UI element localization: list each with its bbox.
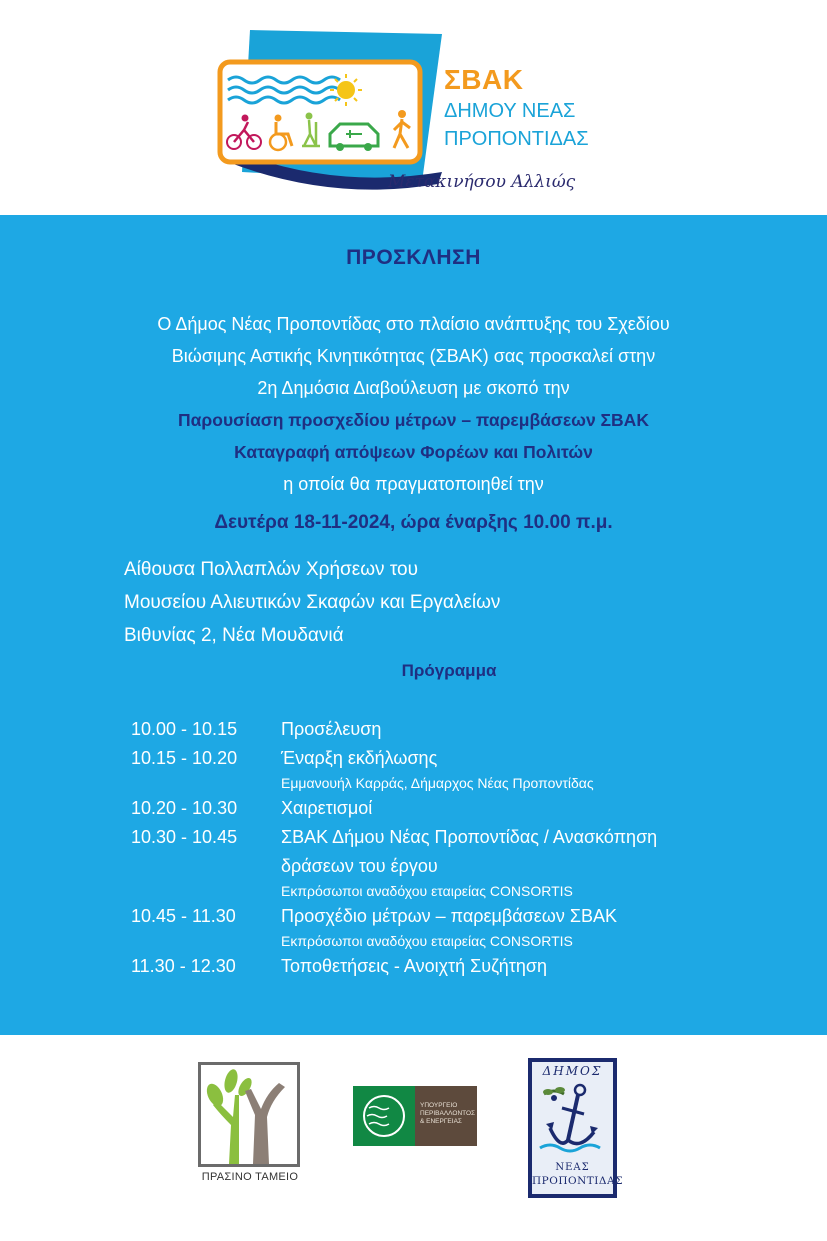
footer-logos (0, 1035, 827, 1241)
intro-line-1: Ο Δήμος Νέας Προποντίδας στο πλαίσιο ανάπτυξης του Σχεδίου (157, 314, 670, 334)
schedule-time: 10.30 - 10.45 (131, 827, 238, 847)
schedule-speaker: Εκπρόσωποι αναδόχου εταιρείας CONSORTIS (281, 883, 573, 899)
schedule-activity: ΣΒΑΚ Δήμου Νέας Προποντίδας / Ανασκόπηση (281, 827, 658, 847)
brand-title: ΣΒΑΚ (444, 64, 524, 95)
schedule-activity-continued: δράσεων του έργου (281, 856, 438, 876)
intro-line-6: η οποία θα πραγματοποιηθεί την (283, 474, 544, 494)
schedule-row (131, 744, 801, 794)
venue-line-2: Μουσείου Αλιευτικών Σκαφών και Εργαλείων (124, 592, 501, 613)
schedule-row (131, 823, 801, 902)
anchor-icon (532, 1080, 613, 1160)
schedule-activity: Χαιρετισμοί (281, 798, 373, 818)
schedule-activity: Προσχέδιο μέτρων – παρεμβάσεων ΣΒΑΚ (281, 906, 617, 926)
invitation-intro (0, 308, 827, 500)
schedule-time: 10.15 - 10.20 (131, 748, 238, 768)
schedule-activity: Προσέλευση (281, 719, 382, 739)
intro-line-5: Καταγραφή απόψεων Φορέων και Πολιτών (234, 442, 593, 462)
ministry-label: ΥΠΟΥΡΓΕΙΟ ΠΕΡΙΒΑΛΛΟΝΤΟΣ & ΕΝΕΡΓΕΙΑΣ (420, 1102, 476, 1125)
invitation-title: ΠΡΟΣΚΛΗΣΗ (346, 246, 481, 269)
intro-line-2: Βιώσιμης Αστικής Κινητικότητας (ΣΒΑΚ) σας προσκαλεί στην (171, 346, 656, 366)
brand-subtitle-line2: ΠΡΟΠΟΝΤΙΔΑΣ (444, 128, 589, 150)
program-title: Πρόγραμμα (401, 661, 497, 680)
green-fund-label: ΠΡΑΣΙΝΟ ΤΑΜΕΙΟ (201, 1171, 299, 1183)
header (0, 0, 827, 215)
event-venue (124, 553, 500, 652)
schedule-activity: Τοποθετήσεις - Ανοιχτή Συζήτηση (281, 956, 548, 976)
venue-line-3: Βιθυνίας 2, Νέα Μουδανιά (124, 625, 344, 646)
invitation-panel (0, 215, 827, 1035)
venue-line-1: Αίθουσα Πολλαπλών Χρήσεων του (124, 559, 419, 580)
program-schedule (131, 715, 801, 981)
municipality-label-top: ΔΗΜΟΣ (542, 1064, 603, 1078)
schedule-speaker: Εμμανουήλ Καρράς, Δήμαρχος Νέας Προποντίδας (281, 775, 594, 791)
event-date-time: Δευτέρα 18-11-2024, ώρα έναρξης 10.00 π.μ. (214, 512, 613, 533)
schedule-speaker: Εκπρόσωποι αναδόχου εταιρείας CONSORTIS (281, 933, 573, 949)
intro-line-3: 2η Δημόσια Διαβούλευση με σκοπό την (257, 378, 570, 398)
schedule-row (131, 715, 801, 744)
municipality-label-bottom1: ΝΕΑΣ (555, 1162, 590, 1173)
schedule-time: 10.00 - 10.15 (131, 719, 238, 739)
municipality-logo (528, 1058, 624, 1198)
schedule-row (131, 794, 801, 823)
schedule-row (131, 952, 801, 981)
slogan: Μετακινήσου Αλλιώς (388, 172, 576, 192)
municipality-label-bottom2: ΠΡΟΠΟΝΤΙΔΑΣ (532, 1175, 624, 1187)
schedule-row (131, 902, 801, 952)
schedule-activity: Έναρξη εκδήλωσης (281, 748, 438, 768)
ministry-logo (353, 1086, 477, 1146)
intro-line-4: Παρουσίαση προσχεδίου μέτρων – παρεμβάσεων ΣΒΑΚ (178, 410, 649, 430)
brand-subtitle-line1: ΔΗΜΟΥ ΝΕΑΣ (444, 100, 576, 122)
tree-icon (201, 1065, 297, 1164)
ministry-emblem-icon (353, 1086, 415, 1146)
schedule-time: 11.30 - 12.30 (131, 956, 236, 976)
schedule-time: 10.45 - 11.30 (131, 906, 236, 926)
green-fund-logo (198, 1062, 300, 1167)
ministry-emblem (353, 1086, 415, 1146)
schedule-time: 10.20 - 10.30 (131, 798, 238, 818)
